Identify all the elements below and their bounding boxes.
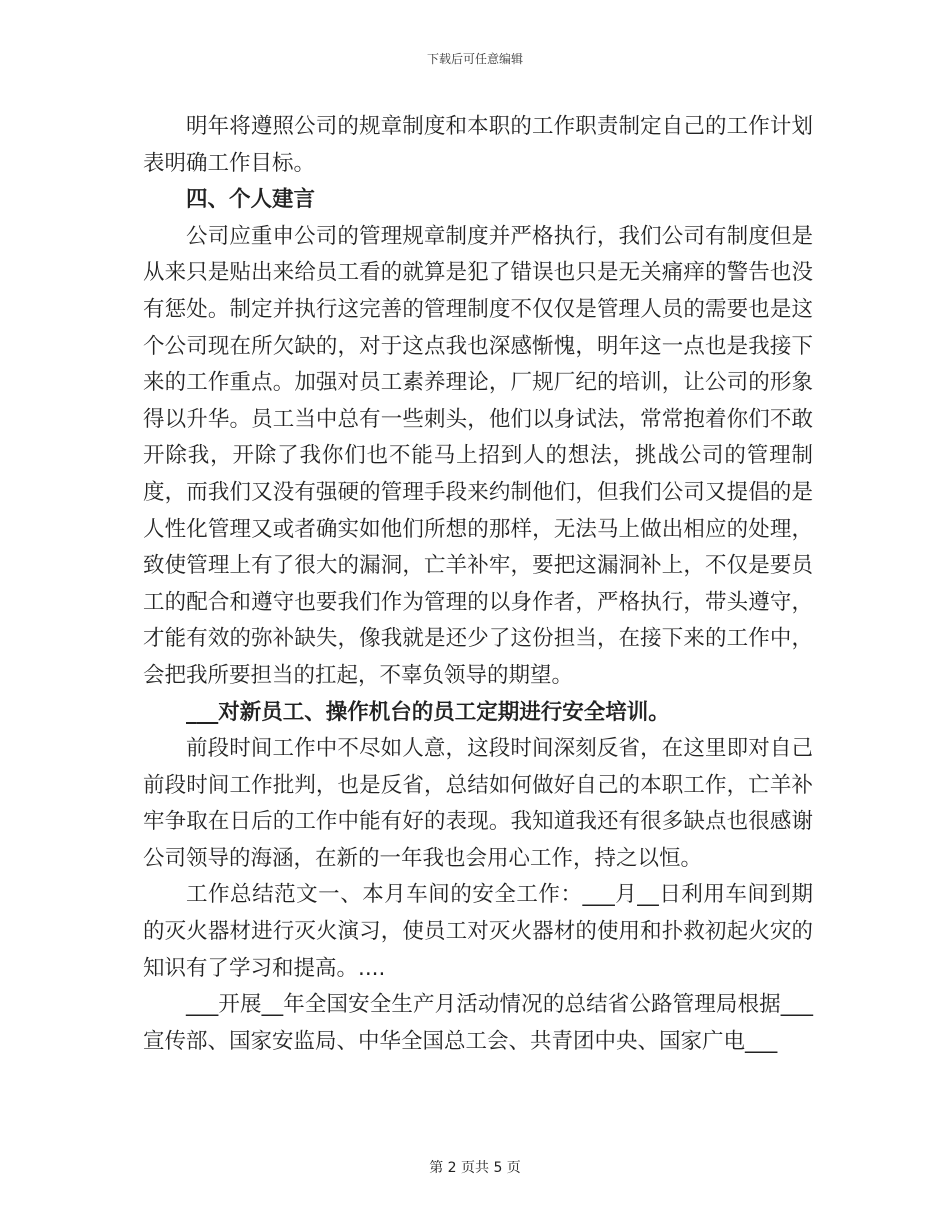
paragraph-safety-training: ___对新员工、操作机台的员工定期进行安全培训。 [186,699,670,725]
paragraph-safety-month: ___开展__年全国安全生产月活动情况的总结省公路管理局根据___宣传部、国家安监局、中华全国总工会、共青团中央、国家广电___ [143,992,813,1054]
paragraph-self-reflection: 前段时间工作中不尽如人意，这段时间深刻反省，在这里即对自己前段时间工作批判，也是反省，总结如何做好自己的本职工作，亡羊补牢争取在日后的工作中能有好的表现。我知道我还有很多缺点也很感谢公司领导的海涵，在新的一年我也会用心工作，持之以恒。 [143,736,813,871]
paragraph-work-plan: 明年将遵照公司的规章制度和本职的工作职责制定自己的工作计划表明确工作目标。 [143,114,813,176]
document-body [143,109,813,1060]
section-heading-personal-suggestions: 四、个人建言 [186,187,316,213]
paragraph-management-rules: 公司应重申公司的管理规章制度并严格执行，我们公司有制度但是从来只是贴出来给员工看的就算是犯了错误也只是无关痛痒的警告也没有惩处。制定并执行这完善的管理制度不仅仅是管理人员的需要也是这个公司现在所欠缺的，对于这点我也深感惭愧，明年这一点也是我接下来的工作重点。加强对员工素养理论，厂规厂纪的培训，让公司的形象得以升华。员工当中总有一些刺头，他们以身试法，常常抱着你们不敢开除我，开除了我你们也不能马上招到人的想法，挑战公司的管理制度，而我们又没有强硬的管理手段来约制他们，但我们公司又提倡的是人性化管理又或者确实如他们所想的那样，无法马上做出相应的处理，致使管理上有了很大的漏洞，亡羊补牢，要把这漏洞补上，不仅是要员工的配合和遵守也要我们作为管理的以身作者，严格执行，带头遵守，才能有效的弥补缺失，像我就是还少了这份担当，在接下来的工作中，会把我所要担当的扛起，不辜负领导的期望。 [143,223,813,688]
paragraph-summary-sample: 工作总结范文一、本月车间的安全工作：___月__日利用车间到期的灭火器材进行灭火演习，使员工对灭火器材的使用和扑救初起火灾的知识有了学习和提高。.... [143,882,813,981]
page-number: 第 2 页共 5 页 [429,1160,521,1176]
page-header: 下载后可任意编辑 [426,52,523,66]
